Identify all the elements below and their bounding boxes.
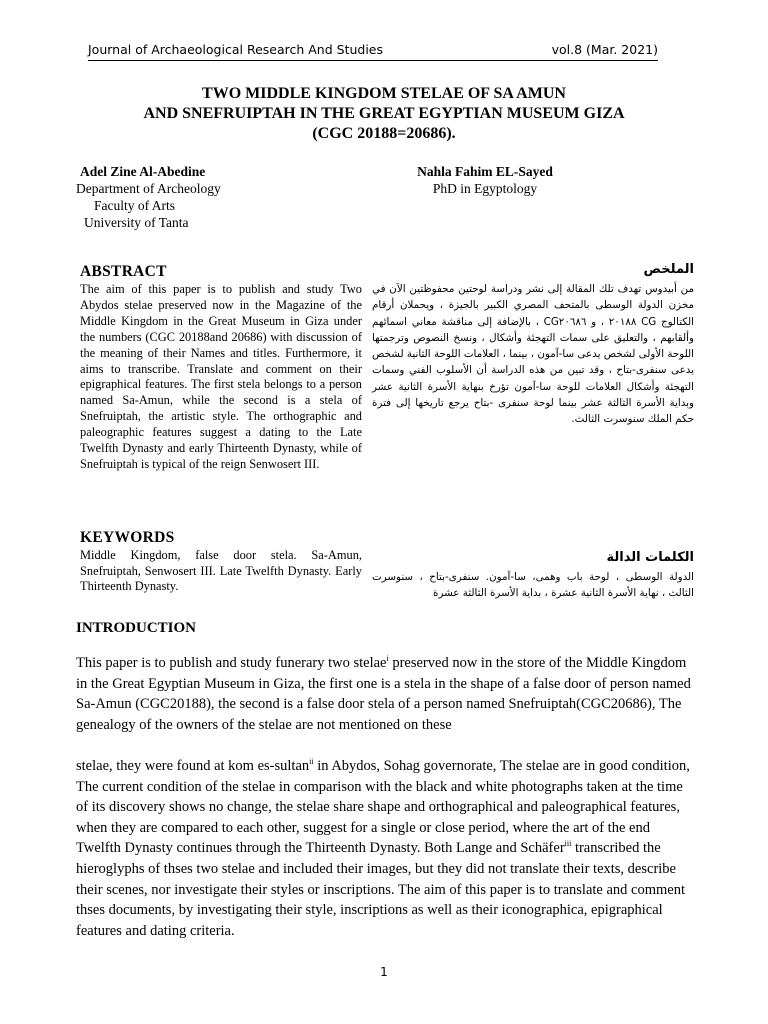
running-header	[88, 42, 658, 61]
author-name: Adel Zine Al-Abedine	[80, 164, 206, 179]
arabic-abstract-text: من أبيدوس تهدف تلك المقالة إلى نشر ودراسة لوحتين محفوظتين الآن في مخزن الدولة الوسطى بالمتحف المصري الكبير بالجيزة ، ويحملان أرقام الكتالوج CG ٢٠١٨٨ ، و CG٢٠٦٨٦ ، بالإضافة إلى مناقشة معاني اسمائهم وألقابهم ، والتعليق على سمات التهجئة وأشكال ، ونسخ النصوص وترجمتها اللوحة الأولى لشخص يدعى سا-آمون ، بينما ، العلامات اللوحة الثانية لشخص يدعى سنفرى-بتاح ، وقد تبين من هذه الدراسة أن الأسلوب الفني وسمات التهجئة وأشكال العلامات للوحة سا-آمون تؤرخ بنهاية الأسرة الثانية عشر وبداية الأسرة الثالثة عشر بينما لوحة سنفرى -بتاح يرجع تاريخها إلى فترة حكم الملك سنوسرت الثالث.	[372, 283, 694, 426]
endnote-ref[interactable]: i	[386, 654, 389, 664]
keywords-heading: KEYWORDS	[80, 529, 175, 546]
arabic-abstract-heading: الملخص	[643, 262, 694, 277]
author-left	[76, 163, 221, 231]
author-faculty: Faculty of Arts	[94, 198, 175, 213]
abstract-text: The aim of this paper is to publish and study Two Abydos stelae preserved now in the Magazine of the Middle Kingdom in the Great Museum in Giza under the numbers (CGC 20188and 20686) with discussion of the meaning of their Names and titles. Furthermore, it aims to transcribe. Translate and comment on their epigraphical features. The first stela belongs to a person named Sa-Amun, while the second is a stela of Snefruiptah, the artistic style. The orthographic and paleographic features suggest a dating to the Late Twelfth Dynasty and early Thirteenth Dynasty, while of Snefruiptah is typical of the reign Senwosert III.	[80, 282, 362, 471]
intro-paragraph-1	[76, 653, 696, 735]
intro-paragraph-2	[76, 756, 696, 941]
title-line-3: (CGC 20188=20686).	[312, 125, 456, 142]
abstract-heading: ABSTRACT	[80, 263, 167, 280]
paper-title	[60, 84, 708, 144]
author-university: University of Tanta	[84, 215, 189, 230]
text-run: in Abydos, Sohag governorate, The stelae are in good condition, The current condition of the stelae in comparison with the black and white photographs taken at the time of its discovery shows no change, the stelae share shape and orthographical and paleographical features, when they are compared to each other, suggest for a single or close period, where the art of the end Twelfth Dynasty continues through the Thirteenth Dynasty. Both Lange and Schäfer	[76, 758, 690, 857]
arabic-keywords-text: الدولة الوسطى ، لوحة باب وهمى، سا-آمون. سنفرى-بتاح ، سنوسرت الثالث ، نهاية الأسرة الثانية عشرة ، بداية الأسرة الثالثة عشرة	[372, 571, 694, 600]
volume-info: vol.8 (Mar. 2021)	[551, 42, 658, 57]
keywords-section	[80, 529, 362, 595]
title-line-1: TWO MIDDLE KINGDOM STELAE OF SA AMUN	[202, 85, 566, 102]
author-name: Nahla Fahim EL-Sayed	[417, 164, 553, 179]
keywords-text: Middle Kingdom, false door stela. Sa-Amun, Snefruiptah, Senwosert III. Late Twelfth Dynasty. Early Thirteenth Dynasty.	[80, 548, 362, 593]
author-degree: PhD in Egyptology	[432, 181, 538, 196]
author-right	[390, 163, 580, 197]
text-run: This paper is to publish and study funerary two stelae	[76, 655, 387, 671]
arabic-keywords-heading: الكلمات الدالة	[606, 550, 694, 565]
journal-name: Journal of Archaeological Research And Studies	[88, 42, 384, 57]
introduction-heading: INTRODUCTION	[76, 620, 197, 636]
endnote-ref[interactable]: iii	[564, 839, 572, 849]
abstract-section	[80, 263, 362, 473]
title-line-2: AND SNEFRUIPTAH IN THE GREAT EGYPTIAN MUSEUM GIZA	[143, 105, 625, 122]
arabic-keywords-section	[372, 550, 694, 602]
text-run: preserved now in the store of the Middle Kingdom in the Great Egyptian Museum in Giza, the first one is a stela in the shape of a false door of person named Sa-Amun (CGC20188), the second is a false door stela of a person named Snefruiptah(CGC20686), The genealogy of the owners of the stelae are not mentioned on these	[76, 655, 691, 733]
text-run: transcribed the hieroglyphs of thses two stelae and included their images, but they did not translate their texts, describe their scenes, nor investigate their styles or inscriptions. The aim of this paper is to translate and comment thses documents, by investigating their style, inscriptions as well as their iconographica, epigraphical features and dating criteria.	[76, 840, 685, 939]
author-department: Department of Archeology	[76, 181, 221, 196]
page-number: 1	[380, 965, 388, 979]
endnote-ref[interactable]: ii	[309, 757, 314, 767]
arabic-abstract-section	[372, 262, 694, 428]
text-run: stelae, they were found at kom es-sultan	[76, 758, 310, 774]
